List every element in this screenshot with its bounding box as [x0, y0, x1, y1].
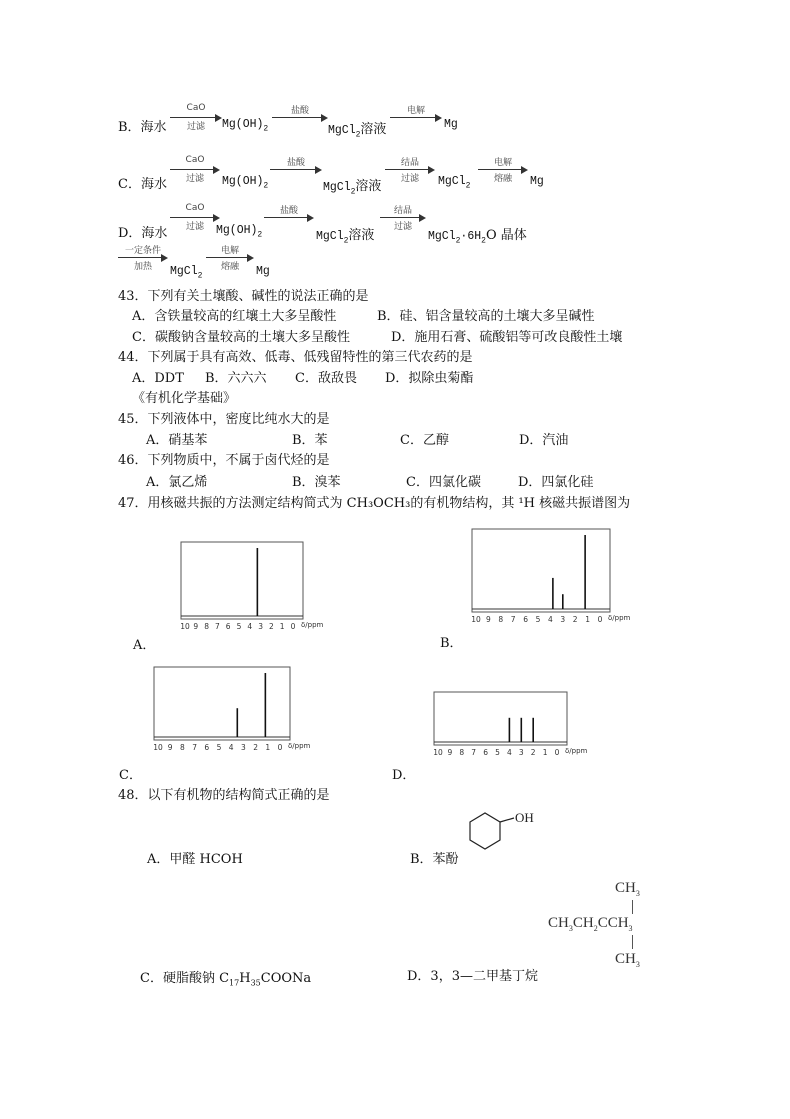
reaction-arrow: CaO 过滤 [170, 105, 222, 129]
tick-label: 1 [585, 615, 590, 624]
tick-label: 4 [228, 743, 234, 752]
tick-label: 0 [290, 622, 296, 631]
reaction-arrow: 一定条件 加热 [118, 245, 168, 269]
tick-label: 9 [486, 615, 491, 624]
q45-option-b: B．苯 [292, 433, 328, 448]
tick-label: 9 [167, 743, 173, 752]
tick-label: 6 [523, 615, 528, 624]
q43-option-b: B．硅、铝含量较高的土壤大多呈碱性 [377, 309, 595, 324]
option-c-label: C．海水 [118, 177, 167, 192]
reaction-arrow: CaO 过滤 [170, 157, 220, 181]
nmr-spectrum-d [432, 690, 588, 765]
reaction-arrow: CaO 过滤 [170, 205, 220, 229]
tick-label: 9 [193, 622, 199, 631]
nmr-spectrum-b [470, 527, 631, 642]
q45-option-c: C．乙醇 [400, 433, 449, 448]
tick-label: 2 [269, 622, 274, 631]
option-b-label: B．海水 [118, 120, 167, 135]
q43-option-c: C．碳酸钠含量较高的土壤大多呈酸性 [132, 330, 350, 345]
tick-label: 8 [459, 748, 465, 757]
question-46-stem: 46．下列物质中，不属于卤代烃的是 [118, 453, 330, 468]
tick-label: 7 [192, 743, 197, 752]
tick-label: 6 [483, 748, 488, 757]
tick-label: 10 [433, 748, 443, 757]
q48-option-c: C．硬脂酸钠 $C_{17}H_{35}COONa$ [140, 971, 312, 988]
q45-option-a: A．硝基苯 [146, 433, 208, 448]
tick-label: 10 [471, 615, 481, 624]
q43-option-d: D．施用石膏、硫酸铝等可改良酸性土壤 [391, 330, 623, 345]
q46-option-b: B．溴苯 [292, 475, 341, 490]
question-44-stem: 44．下列属于具有高效、低毒、低残留特性的第三代农药的是 [118, 350, 473, 365]
q44-option-b: B．六六六 [205, 371, 267, 386]
nmr-spectrum-c [152, 665, 311, 765]
nmr-spectrum-a [175, 540, 324, 640]
tick-label: 10 [180, 622, 190, 631]
q45-option-d: D．汽油 [519, 433, 569, 448]
formula: Mg [444, 118, 458, 131]
formula: $Mg(OH)_2$ [222, 118, 269, 134]
q48-option-d: D．3，3—二甲基丁烷 [407, 969, 538, 984]
q44-option-a: A．DDT [132, 371, 184, 386]
tick-label: 5 [236, 622, 242, 631]
q47-option-a: A． [133, 638, 156, 653]
reaction-arrow: 电解 熔融 [206, 245, 254, 269]
q46-option-c: C．四氯化碳 [406, 475, 481, 490]
tick-label: 9 [447, 748, 453, 757]
reaction-arrow: 电解 [390, 105, 442, 129]
formula: MgCl$_2$溶液 [323, 179, 382, 197]
tick-label: 4 [548, 615, 553, 624]
tick-label: 2 [572, 615, 578, 624]
tick-label: 5 [535, 615, 541, 624]
reaction-arrow: 结晶 过滤 [385, 157, 435, 181]
tick-label: 1 [265, 743, 271, 752]
formula: Mg [256, 265, 270, 278]
axis-unit: δ/ppm [608, 614, 631, 622]
tick-label: 3 [241, 743, 246, 752]
q44-option-d: D．拟除虫菊酯 [385, 371, 474, 386]
formula: MgCl$_2$ [438, 175, 471, 191]
tick-label: 6 [204, 743, 210, 752]
q47-option-d: D． [392, 768, 416, 783]
tick-label: 7 [510, 615, 516, 624]
formula: $Mg(OH)_2$ [216, 224, 263, 240]
tick-label: 8 [204, 622, 209, 631]
q47-option-b: B． [440, 636, 463, 651]
q44-option-c: C．敌敌畏 [295, 371, 357, 386]
question-48-stem: 48．以下有机物的结构简式正确的是 [118, 788, 330, 803]
reaction-arrow: 盐酸 [272, 105, 328, 129]
tick-label: 0 [597, 615, 603, 624]
reaction-arrow: 结晶 过滤 [380, 205, 426, 229]
tick-label: 8 [498, 615, 504, 624]
axis-unit: δ/ppm [565, 747, 588, 755]
q43-option-a: A．含铁量较高的红壤土大多呈酸性 [132, 309, 337, 324]
tick-label: 0 [277, 743, 283, 752]
formula: MgCl$_2$ [170, 265, 203, 281]
q48-option-b: B．苯酚 [410, 852, 459, 867]
question-45-stem: 45．下列液体中，密度比纯水大的是 [118, 412, 330, 427]
q48-option-a: A．甲醛 HCOH [147, 852, 243, 867]
formula: Mg [530, 175, 544, 188]
reaction-arrow: 盐酸 [264, 205, 314, 229]
tick-label: 6 [225, 622, 231, 631]
tick-label: 0 [554, 748, 560, 757]
svg-text:OH: OH [515, 810, 534, 825]
q46-option-a: A．氯乙烯 [146, 475, 208, 490]
tick-label: 5 [495, 748, 500, 757]
tick-label: 7 [471, 748, 477, 757]
question-43-stem: 43．下列有关土壤酸、碱性的说法正确的是 [118, 289, 369, 304]
section-title: 《有机化学基础》 [132, 391, 237, 406]
q47-option-c: C． [119, 768, 142, 783]
tick-label: 4 [507, 748, 512, 757]
option-d-label: D．海水 [118, 226, 168, 241]
formula: $MgCl_2\cdot 6H_2O$ 晶体 [428, 228, 527, 246]
tick-label: 7 [215, 622, 220, 631]
tick-label: 8 [180, 743, 185, 752]
formula: MgCl$_2$溶液 [316, 228, 375, 246]
tick-label: 1 [542, 748, 548, 757]
tick-label: 3 [560, 615, 566, 624]
axis-unit: δ/ppm [301, 621, 324, 629]
cyclohexanol-structure [462, 808, 542, 858]
reaction-arrow: 电解 熔融 [478, 157, 528, 181]
tick-label: 1 [279, 622, 285, 631]
tick-label: 5 [216, 743, 222, 752]
q46-option-d: D．四氯化硅 [518, 475, 594, 490]
tick-label: 10 [153, 743, 163, 752]
tick-label: 2 [530, 748, 536, 757]
tick-label: 3 [518, 748, 524, 757]
tick-label: 4 [247, 622, 253, 631]
tick-label: 2 [253, 743, 258, 752]
tick-label: 3 [258, 622, 263, 631]
reaction-arrow: 盐酸 [270, 157, 322, 181]
formula: $Mg(OH)_2$ [222, 175, 269, 191]
axis-unit: δ/ppm [288, 742, 311, 750]
formula: MgCl$_2$溶液 [328, 122, 387, 140]
question-47-stem: 47．用核磁共振的方法测定结构简式为 CH₃OCH₃的有机物结构，其 ¹H 核磁共振谱图为 [118, 496, 631, 511]
